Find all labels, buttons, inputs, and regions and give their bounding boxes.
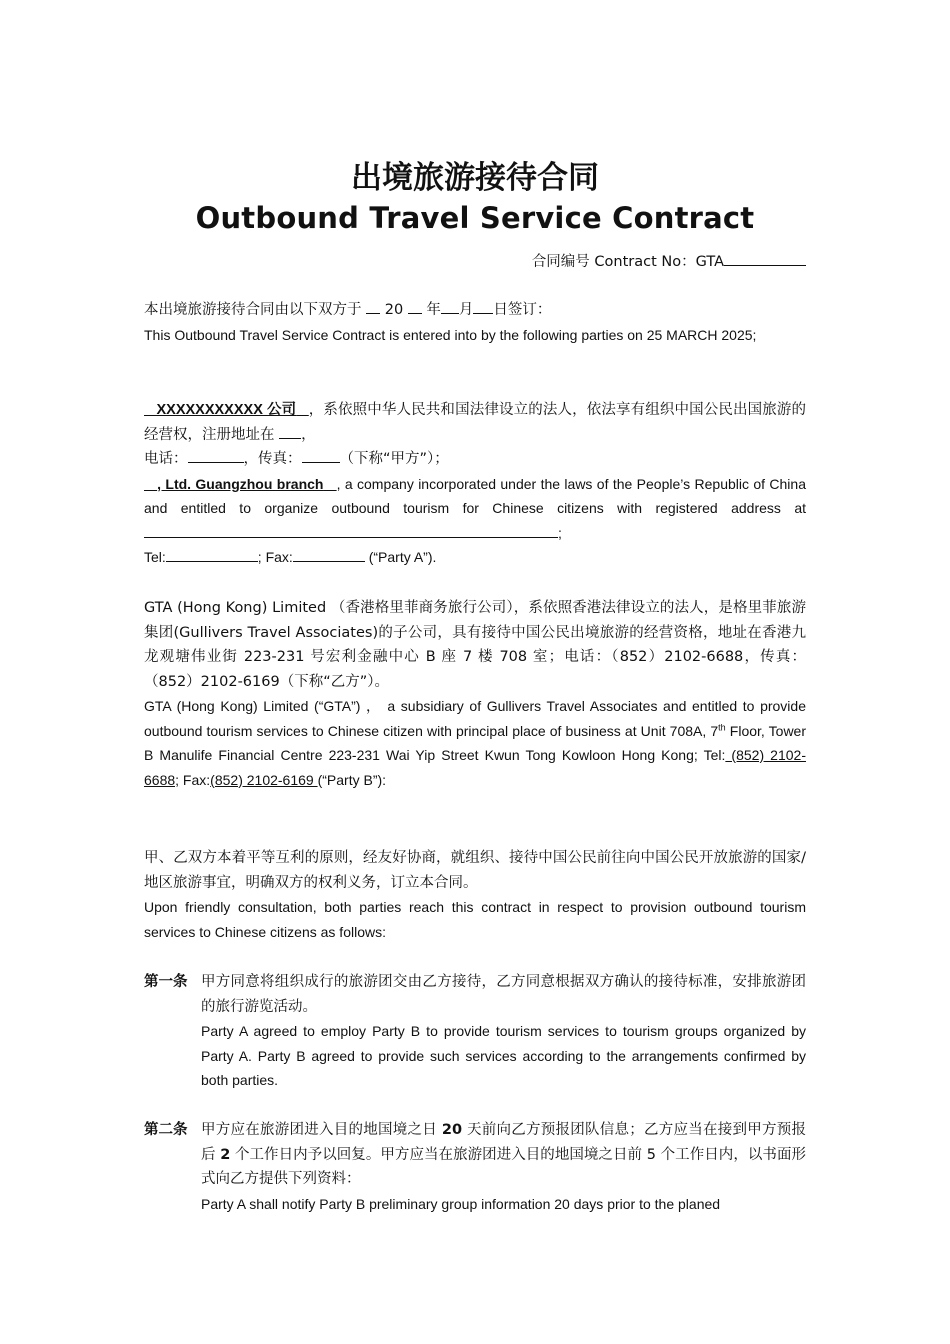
party-a-fax-cn: ，传真： (243, 451, 302, 467)
contract-number-blank (724, 252, 806, 266)
party-b-section (144, 596, 806, 792)
article-2-content (201, 1118, 806, 1216)
party-a-en-semicolon: ; (558, 524, 562, 541)
day-blank (473, 299, 493, 314)
article-1-number: 第一条 (144, 974, 188, 990)
intro-cn-prefix: 本出境旅游接待合同由以下双方于 (144, 302, 362, 318)
party-b-fax: (852) 2102-6169 (210, 771, 318, 788)
article-1 (144, 970, 806, 1093)
party-a-address-blank (279, 424, 301, 439)
party-a-cn (144, 398, 806, 447)
party-a-company-en: , Ltd. Guangzhou branch (157, 475, 324, 492)
party-a-tel-cn: 电话： (144, 451, 188, 467)
party-a-contact-cn (144, 447, 806, 472)
intro-month: 月 (458, 302, 474, 318)
party-a-section (144, 398, 806, 570)
contract-number (532, 250, 806, 271)
year-blank (366, 299, 380, 314)
party-a-fax-blank (302, 448, 340, 463)
intro-day: 日签订： (493, 302, 552, 318)
intro-cn (144, 298, 806, 323)
party-a-fax-en: ; Fax: (257, 549, 293, 565)
intro-year-prefix: 20 (384, 302, 404, 318)
party-a-en (144, 472, 806, 546)
title-chinese: 出境旅游接待合同 (351, 160, 599, 196)
article-1-cn: 甲方同意将组织成行的旅游团交由乙方接待，乙方同意根据双方确认的接待标准，安排旅游团的旅行游览活动。 (201, 974, 806, 1015)
party-b-en-sup: th (718, 721, 726, 732)
intro-section (144, 298, 806, 347)
article-2-number: 第二条 (144, 1122, 188, 1138)
preamble-cn: 甲、乙双方本着平等互利的原则，经友好协商，就组织、接待中国公民前往向中国公民开放旅游的国家/地区旅游事宜，明确双方的权利义务，订立本合同。 (144, 850, 806, 891)
party-a-tel-en: Tel: (144, 549, 166, 565)
party-a-tel-blank (188, 448, 244, 463)
party-a-tel-en-blank (166, 547, 258, 562)
month-blank (441, 299, 459, 314)
party-a-cn-end: ， (301, 426, 316, 443)
preamble-en: Upon friendly consultation, both parties reach this contract in respect to provision outbound tourism services to Chinese citizens as follows: (144, 899, 806, 940)
article-2-cn: 甲方应在旅游团进入目的地国境之日 20 天前向乙方预报团队信息；乙方应当在接到甲方预报后 2 个工作日内予以回复。甲方应当在旅游团进入目的地国境之日前 5 个工作日内，以书面形式向乙方提供下列资料： (201, 1122, 807, 1187)
article-1-en: Party A agreed to employ Party B to provide tourism services to tourism groups organized by Party A. Party B agreed to provide such services according to the arrangements confirmed by both parties. (201, 1023, 806, 1088)
party-b-fax-label: Fax: (179, 771, 211, 788)
party-b-tel: (852) 2102-6688; (144, 747, 806, 788)
preamble-section (144, 846, 806, 944)
article-1-content (201, 970, 806, 1093)
party-a-fax-en-blank (293, 547, 365, 562)
party-a-en-text: , a company incorporated under the laws of the People’s Republic of China and entitled to organize outbound tourism for Chinese citizens with registered address at (144, 475, 806, 516)
party-a-cn-text: ，系依照中华人民共和国法律设立的法人，依法享有组织中国公民出国旅游的经营权，注册地址在 (144, 402, 807, 443)
year-blank-2 (408, 299, 422, 314)
article-2-en: Party A shall notify Party B preliminary group information 20 days prior to the planed (201, 1195, 721, 1212)
party-a-contact-en (144, 545, 806, 570)
intro-en: This Outbound Travel Service Contract is entered into by the following parties on 25 MARCH 2025; (144, 326, 757, 343)
party-a-address-en-blank (144, 523, 558, 538)
party-b-cn: GTA (Hong Kong) Limited （香港格里菲商务旅行公司），系依照香港法律设立的法人，是格里菲旅游集团(Gullivers Travel Associates)的子公司，具有接待中国公民出境旅游的经营资格，地址在香港九龙观塘伟业街 223-231 号宏利金融中心 B 座 7 楼 708 室；电话：（852）2102-6688，传真：（852）2102-6169（下称“乙方”）。 (144, 600, 806, 690)
title-english: Outbound Travel Service Contract (195, 201, 755, 235)
party-b-en-part1: GTA (Hong Kong) Limited (“GTA”) ， a subsidiary of Gullivers Travel Associates and entitled to provide outbound tourism services to Chinese citizen with principal place of business at Unit 708A, 7 (144, 698, 806, 739)
intro-year: 年 (426, 302, 441, 318)
article-2 (144, 1118, 806, 1216)
party-b-en-part2: Floor, Tower B Manulife Financial Centre 223-231 Wai Yip Street Kwun Tong Kowloon Hong Kong; Tel: (144, 722, 806, 763)
contract-number-label: 合同编号 Contract No：GTA (531, 254, 724, 270)
party-a-alias-cn: （下称“甲方”）； (339, 451, 449, 467)
party-a-company-cn: XXXXXXXXXXX 公司 (156, 402, 297, 418)
party-b-alias: (“Party B”): (317, 771, 387, 788)
party-b-en (144, 694, 806, 792)
party-a-alias-en: (“Party A”). (364, 549, 437, 565)
